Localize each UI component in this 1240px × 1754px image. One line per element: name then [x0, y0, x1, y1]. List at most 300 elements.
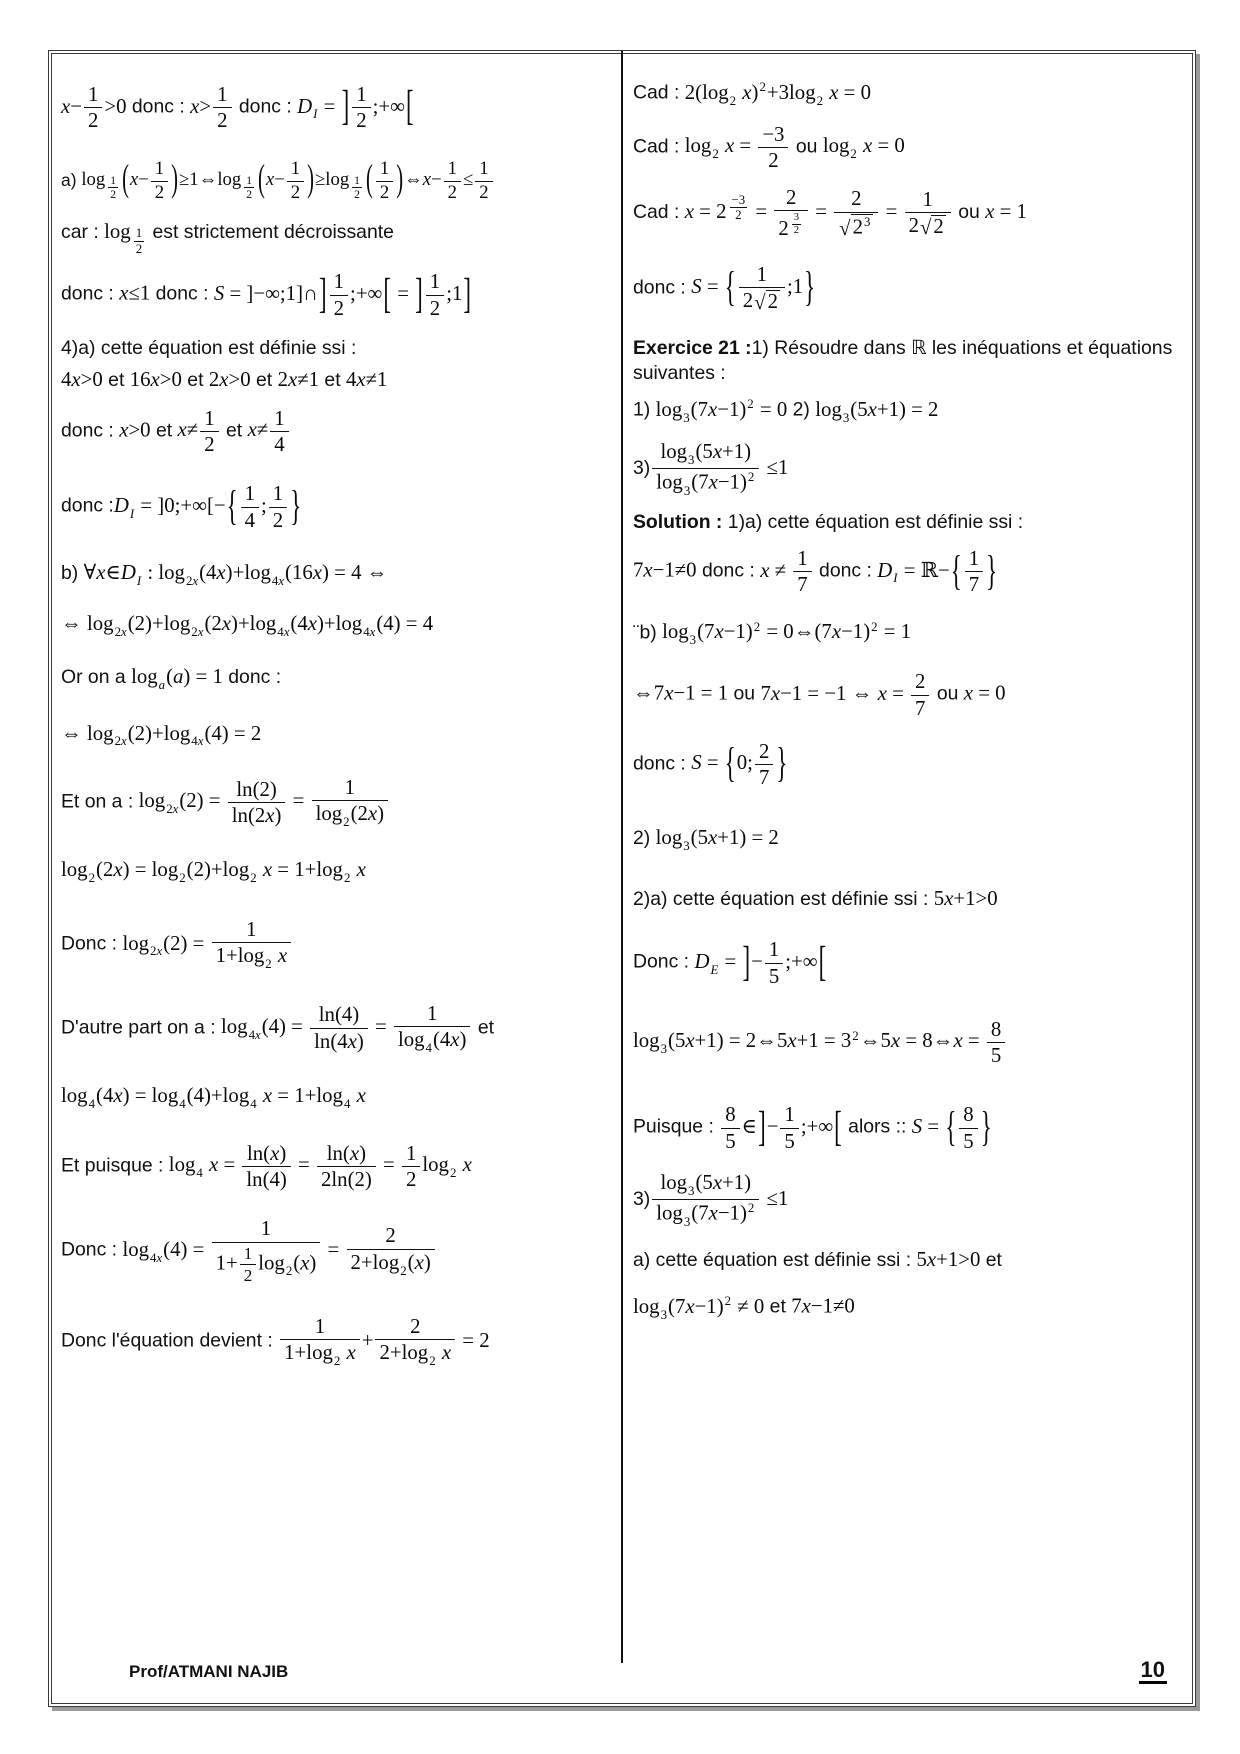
- function-name: log: [249, 611, 277, 635]
- prose-segment: 3): [633, 1187, 651, 1210]
- prose-segment: donc :: [61, 419, 120, 442]
- fraction-numerator: 2: [774, 186, 808, 211]
- math-segment: ⇔7x−1 = 1: [633, 681, 729, 705]
- prose-segment: Puisque :: [633, 1116, 720, 1138]
- subscript: 2: [429, 1354, 436, 1369]
- fraction: [317, 1142, 376, 1192]
- fraction-denominator: $\log_4(4x)$: [397, 1027, 467, 1055]
- fraction-denominator: 2: [356, 109, 367, 133]
- prose-segment: et: [102, 368, 130, 391]
- prose-segment: ¨b): [633, 621, 663, 644]
- prose-segment: donc :: [150, 282, 214, 305]
- function-name: log: [655, 826, 683, 850]
- subscript: 4x: [191, 734, 204, 749]
- math-segment: $\log_{4x}(4)$ = $\frac{\ln(4)}{\ln(4x)}$ = $\frac{1}{\log_4(4x)}$: [221, 1015, 472, 1038]
- page-number: 10: [1139, 1658, 1167, 1684]
- fraction-denominator: 7: [915, 696, 926, 720]
- fraction-numerator: 1: [213, 83, 231, 108]
- big-delimiter: ]: [742, 938, 751, 985]
- footer-author: Prof/ATMANI NAJIB: [129, 1662, 289, 1681]
- fraction: [730, 193, 748, 223]
- prose-segment: 1) Résoudre dans ℝ les inéquations et équations suivantes :: [633, 337, 1173, 385]
- prose-segment: et: [150, 419, 178, 442]
- superscript: 2: [753, 619, 761, 634]
- fraction-denominator: 2: [479, 181, 489, 203]
- prose-segment: donc :: [126, 95, 191, 118]
- fraction-numerator: 2: [911, 670, 929, 695]
- fraction: [765, 938, 783, 988]
- function-name: log: [221, 1015, 248, 1039]
- prose-segment: donc :: [61, 282, 120, 305]
- fraction-denominator: 2ln(2): [320, 1168, 372, 1192]
- prose-segment: b): [61, 561, 84, 584]
- fraction-denominator: 2: [154, 181, 165, 203]
- subscript: 3: [683, 410, 690, 425]
- fraction-denominator: 2 √ 2: [908, 214, 944, 240]
- subscript: 4x: [150, 1250, 163, 1265]
- function-name: log: [633, 1029, 660, 1053]
- fraction-denominator: 2: [272, 508, 284, 532]
- fraction-denominator: $\log_3(7x-1)^2$: [656, 470, 755, 498]
- subscript: 4: [88, 1096, 96, 1111]
- prose-segment: 2)a) cette équation est définie ssi :: [633, 888, 934, 911]
- radical-sign: √: [839, 216, 851, 240]
- big-delimiter: }: [986, 547, 998, 594]
- math-segment: $\forall x\in D_I$ : $\log_{2x}(4x)+\log_{4x}(16x) = 4$ ⇔: [83, 560, 388, 588]
- prose-segment: donc :: [633, 276, 692, 299]
- math-segment: 7x−1 = −1 ⇔ x = $\frac{2}{7}$: [760, 682, 931, 705]
- text-line: [633, 510, 1185, 535]
- fraction: [108, 174, 118, 201]
- text-line: [61, 560, 617, 589]
- fraction-denominator: 5: [725, 1129, 736, 1153]
- function-name: log: [815, 397, 842, 421]
- prose-segment: Donc :: [61, 1239, 123, 1262]
- math-segment: $\log_{2x}(2)$ = $\frac{1}{1+\log_2 x}$: [122, 932, 293, 955]
- text-line: [633, 740, 1185, 790]
- text-line: [61, 1217, 617, 1285]
- function-name: log: [131, 664, 158, 688]
- math-segment: x− $\frac{1}{2}$ >0: [61, 83, 127, 133]
- math-segment: x>0: [119, 418, 151, 442]
- fraction: [244, 174, 254, 201]
- big-delimiter: [: [405, 83, 414, 130]
- prose-segment: donc :: [696, 559, 761, 582]
- text-line: [61, 1315, 617, 1369]
- function-name: log: [87, 611, 114, 635]
- prose-segment: donc :: [233, 95, 298, 118]
- function-name: ln: [331, 1168, 348, 1192]
- fraction-denominator: 2: [135, 241, 143, 256]
- math-segment: $\frac{\log_3(5x+1)}{\log_3(7x-1)^2}$ ≤1: [650, 456, 788, 479]
- fraction-numerator: 8: [987, 1018, 1005, 1043]
- fraction-denominator: 2: [379, 181, 390, 203]
- fraction: [280, 1315, 360, 1369]
- subscript: 2: [250, 870, 257, 885]
- prose-segment: 2): [633, 827, 656, 850]
- subscript: 2x: [166, 801, 179, 816]
- function-name: log: [138, 789, 166, 813]
- function-name: log: [163, 721, 191, 745]
- fraction-denominator: 2: [217, 109, 228, 133]
- function-name: log: [633, 1294, 660, 1318]
- text-line: [633, 1293, 1185, 1323]
- subscript: a: [158, 677, 166, 692]
- text-line: [633, 1018, 1185, 1068]
- fraction: [475, 159, 492, 204]
- subscript: 2: [816, 93, 824, 108]
- fraction: [375, 1315, 455, 1369]
- radicand: $2^3$: [851, 214, 874, 240]
- function-name: log: [104, 220, 131, 244]
- big-delimiter: (: [122, 159, 129, 200]
- prose-segment: alors ::: [842, 1116, 912, 1138]
- big-delimiter: ]: [415, 270, 423, 317]
- math-segment: 5x+1>0: [916, 1248, 981, 1272]
- math-segment: $\log_2 x$ = $\frac{-3}{2}$: [685, 134, 791, 157]
- function-name: log: [222, 858, 250, 882]
- fraction: [652, 1171, 759, 1229]
- prose-segment: ou: [952, 201, 986, 224]
- fraction: [721, 1103, 739, 1153]
- fraction: [444, 159, 461, 204]
- fraction: [241, 482, 259, 532]
- superscript: 2: [759, 80, 766, 94]
- fraction: [151, 159, 168, 204]
- prose-segment: donc :: [813, 559, 878, 582]
- fraction: [212, 918, 292, 972]
- prose-segment: car :: [61, 221, 105, 244]
- fraction-denominator: 2: [290, 181, 301, 203]
- prose-segment: et: [980, 1249, 1002, 1272]
- text-line: [61, 664, 617, 693]
- prose-segment: et: [472, 1016, 495, 1039]
- fraction-numerator: 2: [755, 740, 773, 765]
- big-delimiter: ): [396, 159, 404, 200]
- text-line: [633, 79, 1185, 109]
- prose-segment: donc :: [61, 494, 114, 517]
- column-divider: [621, 51, 623, 1663]
- subscript: 2: [343, 814, 350, 829]
- fraction-numerator: 1: [426, 270, 444, 295]
- fraction-denominator: 2: [110, 188, 117, 202]
- fraction: [911, 670, 929, 720]
- fraction-denominator: 7: [968, 573, 980, 597]
- function-name: log: [822, 134, 850, 158]
- text-line: [61, 336, 617, 361]
- function-name: log: [168, 1153, 196, 1177]
- fraction: [347, 1224, 435, 1278]
- big-delimiter: ]: [758, 1103, 766, 1150]
- math-segment: $D_I$ = ℝ−{ $\frac{1}{7}$ }: [877, 547, 998, 597]
- prose-segment: 3): [633, 456, 651, 479]
- big-delimiter: ]: [341, 83, 350, 130]
- prose-bold-segment: Exercice 21 :: [633, 337, 752, 360]
- big-delimiter: }: [776, 740, 788, 787]
- radicand: 2: [933, 215, 944, 239]
- prose-segment: et: [181, 368, 209, 391]
- subscript: 4: [196, 1166, 203, 1181]
- subscript: E: [710, 962, 719, 977]
- fraction: [402, 1142, 420, 1192]
- math-segment: $\log_4(4x) = \log_4(4)+\log_4$ $x = 1+\log_4$ x: [61, 1084, 366, 1111]
- function-name: ln: [314, 1029, 331, 1053]
- text-line: [633, 396, 1185, 426]
- prose-segment: 4)a) cette équation est définie ssi :: [61, 336, 357, 359]
- subscript: 4: [425, 1040, 432, 1055]
- text-line: [61, 918, 617, 972]
- function-name: log: [237, 944, 265, 968]
- superscript: 2: [852, 1028, 859, 1043]
- math-segment: 4x≠1: [346, 367, 388, 391]
- function-name: ln: [318, 1003, 335, 1027]
- fraction: [330, 270, 348, 320]
- fraction-numerator: 2: [347, 1224, 435, 1249]
- function-name: log: [258, 1251, 285, 1275]
- superscript: [728, 192, 750, 223]
- text-line: [633, 186, 1185, 241]
- sqrt: [754, 290, 780, 314]
- fraction-denominator: ln(2x): [231, 803, 282, 827]
- function-name: log: [335, 611, 363, 635]
- function-name: log: [655, 397, 683, 421]
- fraction: [84, 83, 102, 133]
- subscript: 2: [712, 147, 719, 161]
- superscript: [790, 212, 803, 237]
- fraction-numerator: 2: [834, 187, 878, 212]
- function-name: log: [122, 931, 150, 955]
- math-segment: $\log_{2x}(2)$ = $\frac{\ln(2)}{\ln(2x)}$ = $\frac{1}{\log_2(2x)}$: [139, 789, 390, 812]
- fraction: [426, 270, 444, 320]
- fraction-denominator: [834, 213, 878, 240]
- fraction-numerator: $\log_3(5x+1)$: [652, 440, 759, 469]
- math-segment: $\frac{8}{5}$ ∈]− $\frac{1}{5}$ ;+∞[: [719, 1115, 843, 1138]
- fraction: [965, 547, 983, 597]
- big-delimiter: [: [383, 270, 392, 317]
- big-delimiter: }: [290, 482, 302, 529]
- function-name: ln: [246, 1141, 264, 1165]
- math-segment: x ≠ $\frac{1}{7}$: [760, 559, 813, 582]
- prose-segment: Or on a: [61, 665, 132, 688]
- fraction-numerator: 1: [200, 407, 218, 432]
- subscript: [242, 174, 256, 202]
- prose-segment: Donc :: [633, 950, 695, 973]
- sqrt: [920, 215, 946, 239]
- function-name: log: [122, 1238, 150, 1262]
- fraction-numerator: 1: [444, 159, 461, 182]
- text-line: [633, 1171, 1185, 1229]
- subscript: [106, 174, 120, 202]
- fraction-numerator: 1: [780, 1103, 798, 1128]
- subscript: 3: [683, 483, 691, 498]
- subscript: 2x: [191, 624, 204, 639]
- radicand: 2: [767, 290, 778, 314]
- fraction-numerator: −3: [758, 123, 788, 148]
- function-name: log: [401, 1341, 429, 1365]
- math-segment: 4x>0: [61, 367, 103, 391]
- subscript: [132, 226, 146, 256]
- prose-segment: 2): [787, 398, 816, 421]
- math-segment: S = { $\frac{8}{5}$ }: [911, 1103, 992, 1153]
- text-line: [61, 776, 617, 830]
- function-name: log: [702, 80, 729, 104]
- prose-segment: est strictement décroissante: [147, 221, 394, 244]
- function-name: log: [660, 439, 688, 463]
- function-name: log: [656, 1201, 683, 1225]
- fraction: [310, 1003, 368, 1053]
- fraction-denominator: $1+\log_2$ x: [215, 944, 288, 972]
- big-delimiter: {: [945, 1103, 957, 1150]
- function-name: log: [61, 1084, 88, 1108]
- fraction-denominator: 5: [784, 1129, 795, 1153]
- left-column: [61, 65, 617, 1369]
- prose-segment: et: [319, 368, 346, 391]
- subscript: 2x: [114, 624, 127, 639]
- function-name: log: [87, 721, 114, 745]
- subscript: 4x: [248, 1027, 261, 1042]
- math-segment: 16x>0: [129, 367, 182, 391]
- fraction-denominator: 5: [990, 1044, 1002, 1068]
- function-name: ln: [246, 1168, 263, 1192]
- fraction: [352, 83, 370, 133]
- fraction-numerator: 1: [240, 1244, 257, 1265]
- subscript: 3: [688, 452, 695, 467]
- fraction: [739, 263, 785, 314]
- radical-sign: √: [919, 216, 932, 240]
- fraction-numerator: 1: [905, 188, 951, 213]
- text-line: [633, 825, 1185, 854]
- fraction-numerator: 1: [376, 159, 393, 182]
- text-line: [61, 721, 617, 750]
- math-segment: $\log_3(5x+1) = 2$: [815, 397, 939, 425]
- math-segment: 7x−1≠0: [633, 558, 697, 582]
- math-segment: $D_E$ = ]− $\frac{1}{5}$ ;+∞[: [694, 938, 827, 988]
- text-line: [633, 263, 1185, 314]
- function-name: log: [163, 611, 191, 635]
- big-delimiter: }: [804, 263, 816, 311]
- fraction: [792, 212, 801, 237]
- subscript: 2: [850, 147, 857, 161]
- math-segment: [104, 220, 147, 256]
- fraction-denominator: 2: [429, 296, 441, 320]
- big-delimiter: [: [834, 1103, 842, 1150]
- fraction-denominator: ln(4): [246, 1168, 287, 1192]
- subscript: 4x: [363, 624, 376, 639]
- big-delimiter: {: [226, 482, 238, 529]
- fraction-denominator: 2: [204, 433, 215, 457]
- fraction-denominator: 7: [797, 573, 808, 597]
- fraction-numerator: 8: [959, 1103, 977, 1128]
- math-segment: $\log_4 x$ = $\frac{\ln(x)}{\ln(4)}$ = $\frac{\ln(x)}{2\ln(2)}$ = $\frac{1}{2}$ $\log_2 x$: [168, 1141, 472, 1192]
- prose-segment: 1): [633, 398, 656, 421]
- fraction-numerator: 1: [352, 83, 370, 108]
- fraction: [352, 174, 362, 201]
- prose-segment: ou: [790, 135, 823, 158]
- math-segment: x = 0: [963, 681, 1006, 705]
- subscript: I: [129, 506, 135, 521]
- text-line: [61, 407, 617, 457]
- text-line: [61, 83, 617, 133]
- fraction-numerator: 1: [212, 918, 292, 943]
- text-line: [633, 440, 1185, 498]
- function-name: log: [244, 560, 271, 584]
- prose-segment: Donc :: [61, 932, 123, 955]
- prose-segment: a) cette équation est définie ssi :: [633, 1249, 917, 1272]
- fraction: [793, 547, 811, 597]
- fraction-numerator: 1: [330, 270, 348, 295]
- math-segment: $\log_2(2x) = \log_2(2)+\log_2$ $x = 1+\log_2$ x: [61, 858, 366, 885]
- fraction: [312, 776, 389, 830]
- math-segment: 2x≠1: [277, 367, 320, 391]
- function-name: log: [316, 858, 343, 882]
- subscript: 2x: [150, 944, 163, 959]
- math-segment: x≤1: [119, 281, 151, 305]
- fraction-numerator: 3: [793, 212, 800, 224]
- math-segment: S = {0; $\frac{2}{7}$ }: [691, 739, 788, 790]
- fraction-numerator: 1: [475, 159, 492, 182]
- math-segment: x> $\frac{1}{2}$: [190, 95, 233, 118]
- fraction: [394, 1002, 471, 1056]
- math-segment: $D_I$ = ] $\frac{1}{2}$ ;+∞[: [297, 83, 414, 133]
- fraction-denominator: 2: [87, 109, 99, 133]
- superscript: 3: [864, 215, 871, 230]
- subscript: 2: [729, 93, 737, 108]
- subscript: 2: [179, 870, 186, 885]
- prose-segment: a): [61, 169, 82, 190]
- fraction: [269, 482, 287, 532]
- prose-segment: Et on a :: [61, 790, 139, 813]
- fraction-denominator: 2 √ 2: [742, 289, 778, 315]
- fraction: [774, 186, 808, 241]
- fraction-denominator: 2: [793, 225, 800, 237]
- big-delimiter: (: [258, 159, 265, 200]
- fraction: [213, 83, 231, 133]
- prose-segment: et: [250, 368, 278, 391]
- fraction-numerator: 1: [212, 1217, 321, 1242]
- math-segment: $\log_a(a) = 1$: [131, 664, 223, 692]
- superscript: 2: [724, 1294, 732, 1309]
- function-name: log: [158, 560, 185, 584]
- text-line: [61, 367, 617, 393]
- subscript: 2: [343, 870, 351, 885]
- fraction-numerator: 2: [375, 1315, 455, 1340]
- fraction-denominator: 2: [243, 1265, 253, 1285]
- fraction-numerator: 1: [135, 226, 143, 241]
- subscript: I: [136, 573, 142, 588]
- fraction: [758, 123, 788, 173]
- fraction-denominator: 2: [735, 208, 742, 223]
- subscript: 2: [400, 1263, 407, 1278]
- superscript: 2: [871, 619, 878, 634]
- text-line: [633, 670, 1185, 720]
- function-name: log: [315, 801, 343, 825]
- subscript: 3: [660, 1042, 668, 1057]
- math-segment: $D_I$ = ]0;+∞[−{ $\frac{1}{4}$ ; $\frac{1}{2}$ }: [113, 482, 302, 532]
- prose-segment: et: [764, 1295, 792, 1318]
- subscript: 4: [179, 1096, 186, 1111]
- big-delimiter: }: [980, 1103, 992, 1150]
- math-segment: x = 2 $^{\frac{-3}{2}}$ = 2 2 $^{\frac{3}{2}}$ = 2 √ $2^3$ = 1 2 √ 2: [685, 200, 953, 223]
- big-delimiter: ): [307, 159, 314, 200]
- fraction: [652, 440, 759, 498]
- text-line: [633, 123, 1185, 173]
- fraction-numerator: 1: [151, 159, 168, 182]
- prose-segment: Et puisque :: [61, 1154, 169, 1177]
- fraction-denominator: 2: [768, 148, 779, 172]
- function-name: log: [61, 858, 88, 882]
- function-name: log: [684, 134, 712, 158]
- prose-segment: Cad :: [633, 81, 685, 104]
